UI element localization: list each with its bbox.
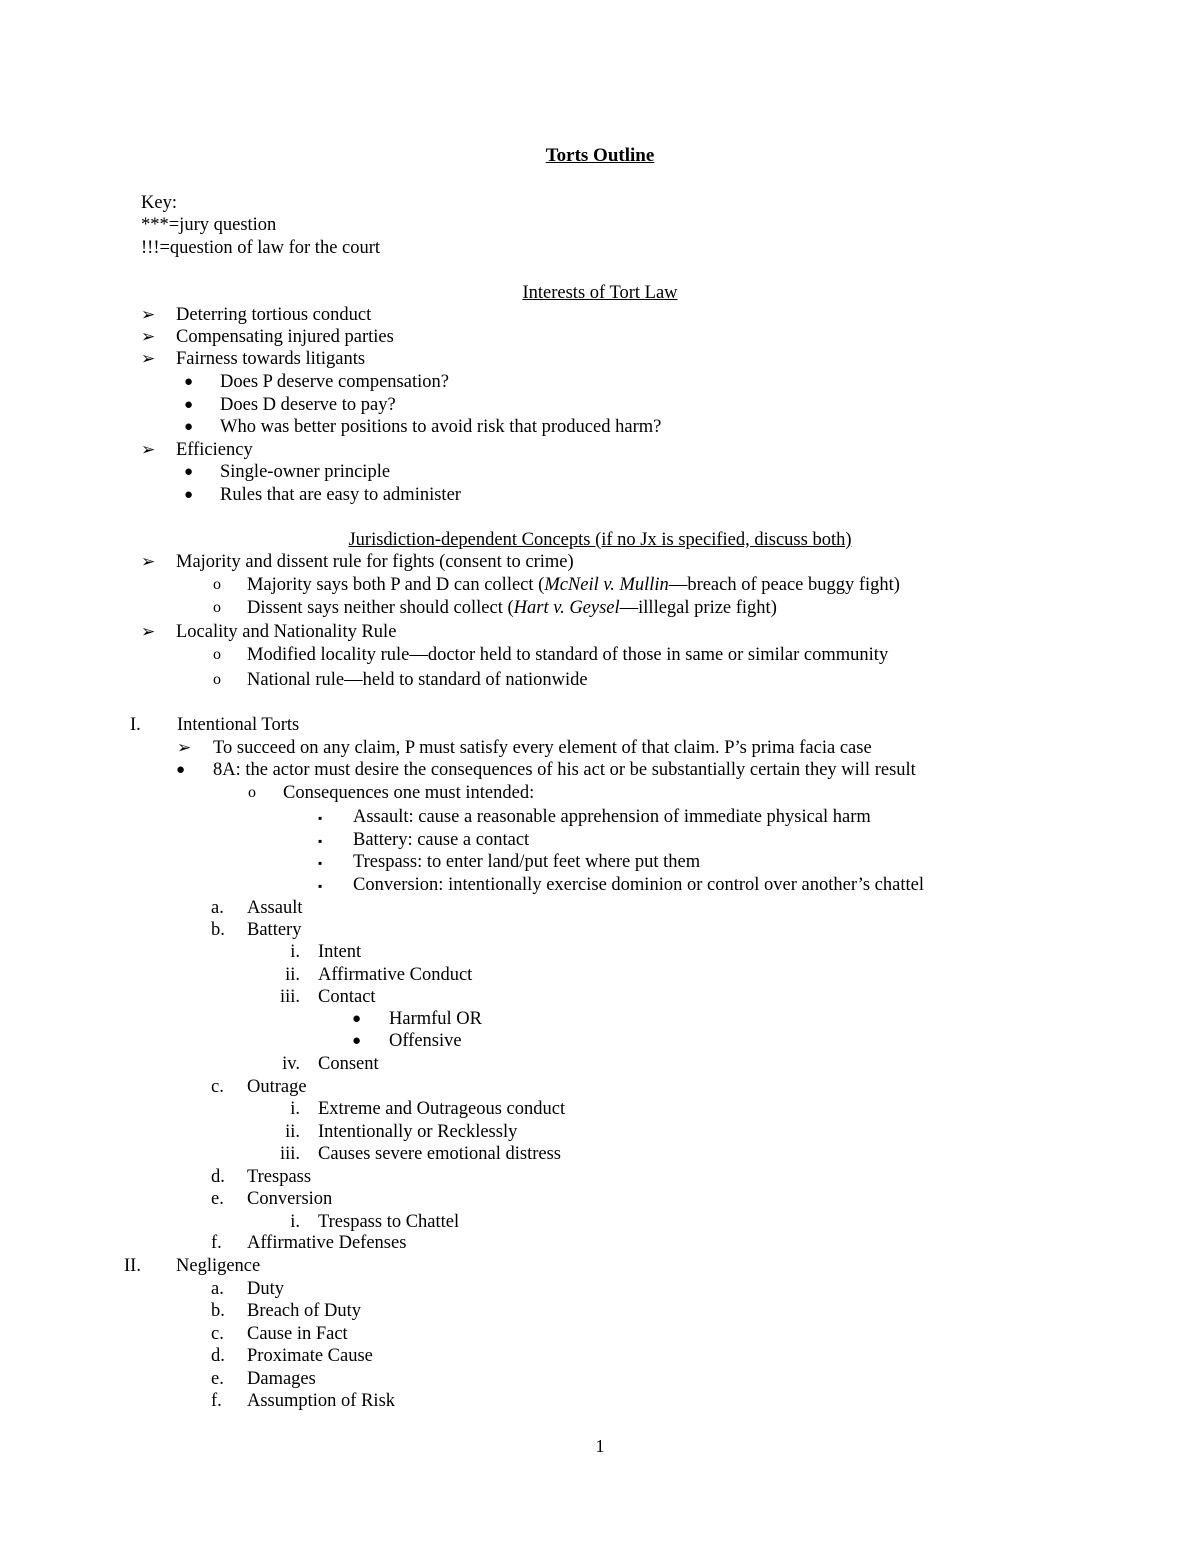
arrow-bullet-icon: ➢	[177, 738, 192, 757]
square-bullet-icon: ▪	[318, 811, 323, 825]
bullet-icon: ●	[352, 1011, 362, 1027]
bullet-icon: ●	[184, 374, 194, 390]
arrow-bullet-icon: ➢	[141, 349, 156, 368]
arrow-bullet-icon: ➢	[141, 440, 156, 459]
square-bullet-icon: ▪	[318, 834, 323, 848]
interests-heading: Interests of Tort Law	[522, 283, 678, 303]
circle-bullet-icon: o	[213, 576, 221, 593]
page-number: 1	[595, 1436, 605, 1456]
bullet-icon: ●	[184, 487, 194, 503]
arrow-bullet-icon: ➢	[141, 622, 156, 641]
bullet-icon: ●	[184, 397, 194, 413]
bullet-icon: ●	[352, 1033, 362, 1049]
arrow-bullet-icon: ➢	[141, 327, 156, 346]
circle-bullet-icon: o	[213, 599, 221, 616]
bullet-icon: ●	[184, 464, 194, 480]
arrow-bullet-icon: ➢	[141, 305, 156, 324]
circle-bullet-icon: o	[248, 784, 256, 801]
document-page: Torts Outline Key: ***=jury question !!!=question of law for the court Interests of Tort Law ➢ Deterring tortious conduct ➢ Compensating injured parties ➢ Fairness towards litigants ● Does P deserve compensation? ● Does D deserve to pay? ● Who was better positions to avoid risk that produced harm? ➢ Efficiency ● Single-owner principle ● Rules that are easy to administer Jurisdiction-dependent Concepts (if no Jx is specified, discuss both) ➢ Majority and dissent rule for fights (consent to crime) o Majority says both P and D can collect (McNeil v. Mullin—breach of peace buggy fight) o Dissent says neither should collect (Hart v. Geysel—illlegal prize fight) ➢ Locality and Nationality Rule o Modified locality rule—doctor held to standard of those in same or similar community o National rule—held to standard of nationwide I. Intentional Torts ➢ To succeed on any claim, P must satisfy every element of that claim. P’s prima facia case ● 8A: the actor must desire the consequences of his act or be substantially certain they will result o Consequences one must intended: ▪ Assault: cause a reasonable apprehension of immediate physical harm ▪ Battery: cause a contact ▪ Trespass: to enter land/put feet where put them ▪ Conversion: intentionally exercise dominion or control over another’s chattel a. Assault b. Battery i. Intent ii. Affirmative Conduct iii. Contact ● Harmful OR ● Offensive iv. Consent c. Outrage i. Extreme and Outrageous conduct ii. Intentionally or Recklessly iii. Causes severe emotional distress d. Trespass e. Conversion i. Trespass to Chattel f. Affirmative Defenses II. Negligence a. Duty b. Breach of Duty c. Cause in Fact d. Proximate Cause e. Damages f. Assumption of Risk 1	[0, 0, 1200, 1553]
circle-bullet-icon: o	[213, 671, 221, 688]
bullet-icon: ●	[176, 762, 186, 778]
page-title: Torts Outline	[545, 145, 655, 166]
jurisdiction-heading: Jurisdiction-dependent Concepts (if no Jx is specified, discuss both)	[348, 530, 852, 550]
circle-bullet-icon: o	[213, 646, 221, 663]
bullet-icon: ●	[184, 419, 194, 435]
square-bullet-icon: ▪	[318, 856, 323, 870]
arrow-bullet-icon: ➢	[141, 552, 156, 571]
square-bullet-icon: ▪	[318, 879, 323, 893]
